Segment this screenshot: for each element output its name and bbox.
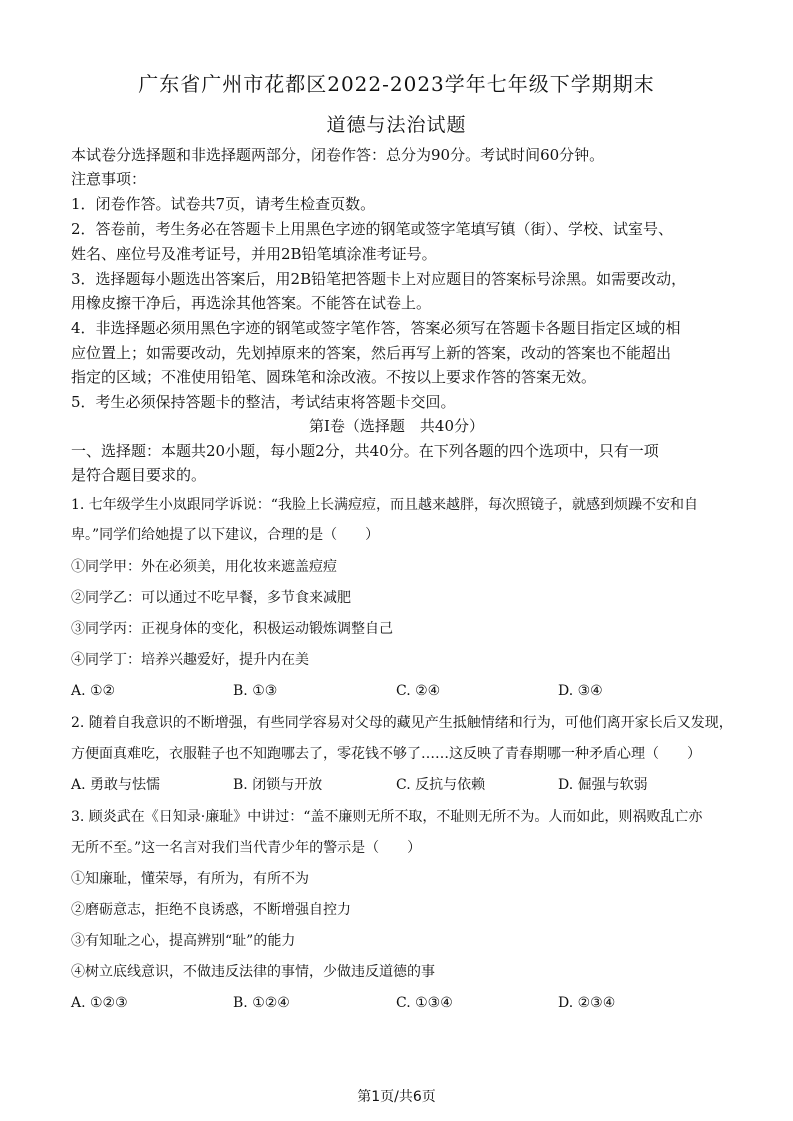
question-statement: ④树立底线意识，不做违反法律的事情，少做违反道德的事 (71, 964, 435, 980)
notice-item: 1．闭卷作答。试卷共7页，请考生检查页数。 (71, 195, 376, 213)
question-statement: ④同学丁：培养兴趣爱好，提升内在美 (71, 652, 309, 668)
notice-item: 4．非选择题必须用黑色字迹的钢笔或签字笔作答，答案必须写在答题卡各题目指定区域的相 (71, 319, 681, 337)
section-desc: 一、选择题：本题共20小题，每小题2分，共40分。在下列各题的四个选项中，只有一项 (71, 442, 659, 460)
option-d: D. ③④ (558, 683, 603, 699)
notice-item: 用橡皮擦干净后，再选涂其他答案。不能答在试卷上。 (71, 294, 432, 312)
question-statement: ③同学丙：正视身体的变化，积极运动锻炼调整自己 (71, 621, 393, 637)
option-b: B. ①③ (233, 683, 278, 699)
section-title: 第Ⅰ卷（选择题 共40分） (308, 417, 484, 435)
option-a: A. ①② (71, 683, 116, 699)
question-statement: ①知廉耻，懂荣辱，有所为，有所不为 (71, 871, 309, 887)
notice-label: 注意事项： (71, 170, 147, 188)
question-stem: 卑。”同学们给她提了以下建议，合理的是（ ） (71, 527, 380, 543)
question-stem: 无所不至。”这一名言对我们当代青少年的警示是（ ） (71, 840, 422, 856)
option-a: A. 勇敢与怯懦 (71, 777, 161, 793)
notice-item: 2．答卷前，考生务必在答题卡上用黑色字迹的钢笔或签字笔填写镇（街）、学校、试室号、 (71, 220, 674, 238)
notice-item: 5．考生必须保持答题卡的整洁，考试结束将答题卡交回。 (71, 393, 456, 411)
option-c: C. 反抗与依赖 (396, 777, 486, 793)
notice-item: 3．选择题每小题选出答案后，用2B铅笔把答题卡上对应题目的答案标号涂黑。如需要改动， (71, 270, 687, 288)
question-stem: 3. 顾炎武在《日知录·廉耻》中讲过：“盖不廉则无所不取，不耻则无所不为。人而如此，则祸败乱亡亦 (71, 809, 703, 825)
option-a: A. ①②③ (71, 995, 128, 1011)
notice-item: 指定的区域；不准使用铅笔、圆珠笔和涂改液。不按以上要求作答的答案无效。 (71, 368, 597, 386)
question-statement: ②同学乙：可以通过不吃早餐，多节食来减肥 (71, 590, 351, 606)
notice-item: 应位置上；如需要改动，先划掉原来的答案，然后再写上新的答案，改动的答案也不能超出 (71, 344, 672, 362)
question-statement: ③有知耻之心，提高辨别“耻”的能力 (71, 933, 296, 949)
option-b: B. ①②④ (233, 995, 290, 1011)
exam-subtitle: 道德与法治试题 (326, 114, 467, 136)
option-c: C. ②④ (396, 683, 441, 699)
option-b: B. 闭锁与开放 (233, 777, 323, 793)
question-statement: ②磨砺意志，拒绝不良诱惑，不断增强自控力 (71, 902, 351, 918)
question-statement: ①同学甲：外在必须美，用化妆来遮盖痘痘 (71, 559, 337, 575)
page-number: 第1页/共6页 (357, 1089, 436, 1105)
option-d: D. 倔强与软弱 (558, 777, 648, 793)
section-desc: 是符合题目要求的。 (71, 466, 207, 484)
question-stem: 方便面真难吃，衣服鞋子也不知跑哪去了，零花钱不够了……这反映了青春期哪一种矛盾心理（ ） (71, 746, 701, 762)
question-stem: 2. 随着自我意识的不断增强，有些同学容易对父母的藏见产生抵触情绪和行为，可他们离开家长后又发现， (71, 715, 733, 731)
exam-title: 广东省广州市花都区2022-2023学年七年级下学期期末 (138, 72, 655, 96)
notice-item: 姓名、座位号及准考证号，并用2B铅笔填涂准考证号。 (71, 245, 437, 263)
option-c: C. ①③④ (396, 995, 453, 1011)
question-stem: 1. 七年级学生小岚跟同学诉说：“我脸上长满痘痘，而且越来越胖，每次照镜子，就感到烦躁不安和自 (71, 497, 698, 513)
option-d: D. ②③④ (558, 995, 616, 1011)
intro-line: 本试卷分选择题和非选择题两部分，闭卷作答：总分为90分。考试时间60分钟。 (71, 146, 605, 164)
